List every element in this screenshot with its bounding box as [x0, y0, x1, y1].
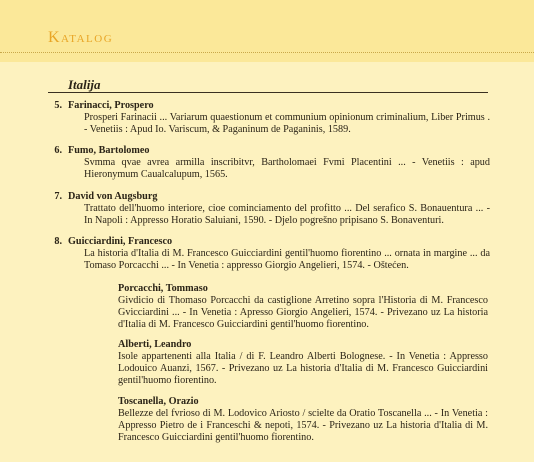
section-heading: Italija: [68, 77, 101, 92]
page-title: Katalog: [48, 29, 114, 46]
entry-number: 6.: [54, 145, 62, 156]
entry-number: 7.: [54, 191, 62, 202]
section-divider: [48, 92, 488, 93]
sub-entry-author: Alberti, Leandro: [118, 339, 192, 350]
entry-description: Prosperi Farinacii ... Variarum quaestionum et communium opinionum criminalium, Liber Primus . - Venetiis : Apud Io. Variscum, & Paganinum de Paganinis, 1589.: [84, 112, 490, 135]
sub-entry-author: Toscanella, Orazio: [118, 396, 199, 407]
sub-entry-author: Porcacchi, Tommaso: [118, 283, 208, 294]
page-header: [0, 0, 534, 62]
header-divider: [0, 52, 534, 53]
entry-description: La historia d'Italia di M. Francesco Guicciardini gentil'huomo fiorentino ... ornata in margine ... da Tomaso Porcacchi ... - In Venetia : appresso Giorgio Angelieri, 1574. - Oštećen.: [84, 248, 490, 271]
entry-author: David von Augsburg: [68, 191, 158, 202]
entry-author: Guicciardini, Francesco: [68, 236, 173, 247]
sub-entry-description: Isole appartenenti alla Italia / di F. Leandro Alberti Bolognese. - In Venetia : Appresso Lodouico Auanzi, 1567. - Privezano uz La historia d'Italia di M. Francesco Guicciardini gentil'huomo fiorentino.: [118, 351, 488, 386]
sub-entry: [118, 283, 488, 331]
entry-author: Farinacci, Prospero: [68, 100, 154, 111]
entry-number: 8.: [54, 236, 62, 247]
sub-entry: [118, 396, 488, 444]
entry-description: Svmma qvae avrea armilla inscribitvr, Bartholomaei Fvmi Placentini ... - Venetiis : apud Hieronymum Caualcalupum, 1565.: [84, 157, 490, 180]
entry-number: 5.: [54, 100, 62, 111]
entry-description: Trattato dell'huomo interiore, cioe cominciamento del profitto ... Del serafico S. Bonauentura ... - In Napoli : Appresso Horatio Saluiani, 1590. - Djelo pogrešno pripisano S. Bonaventuri.: [84, 203, 490, 226]
entry-author: Fumo, Bartolomeo: [68, 145, 150, 156]
sub-entry-description: Givdicio di Thomaso Porcacchi da castiglione Arretino sopra l'Historia di M. Francesco Gvicciardini ... - In Venetia : Apresso Giorgio Angelieri, 1574. - Privezano uz La historia d'Italia di M. Francesco Guicciardini gentil'huomo fiorentino.: [118, 295, 488, 330]
sub-entry: [118, 339, 488, 387]
sub-entry-description: Bellezze del fvrioso di M. Lodovico Ariosto / scielte da Oratio Toscanella ... - In Venetia : Appresso Pietro de i Franceschi & nepoti, 1574. - Privezano uz La historia d'Italia di M. Francesco Guicciardini gentil'huomo fiorentino.: [118, 408, 488, 443]
